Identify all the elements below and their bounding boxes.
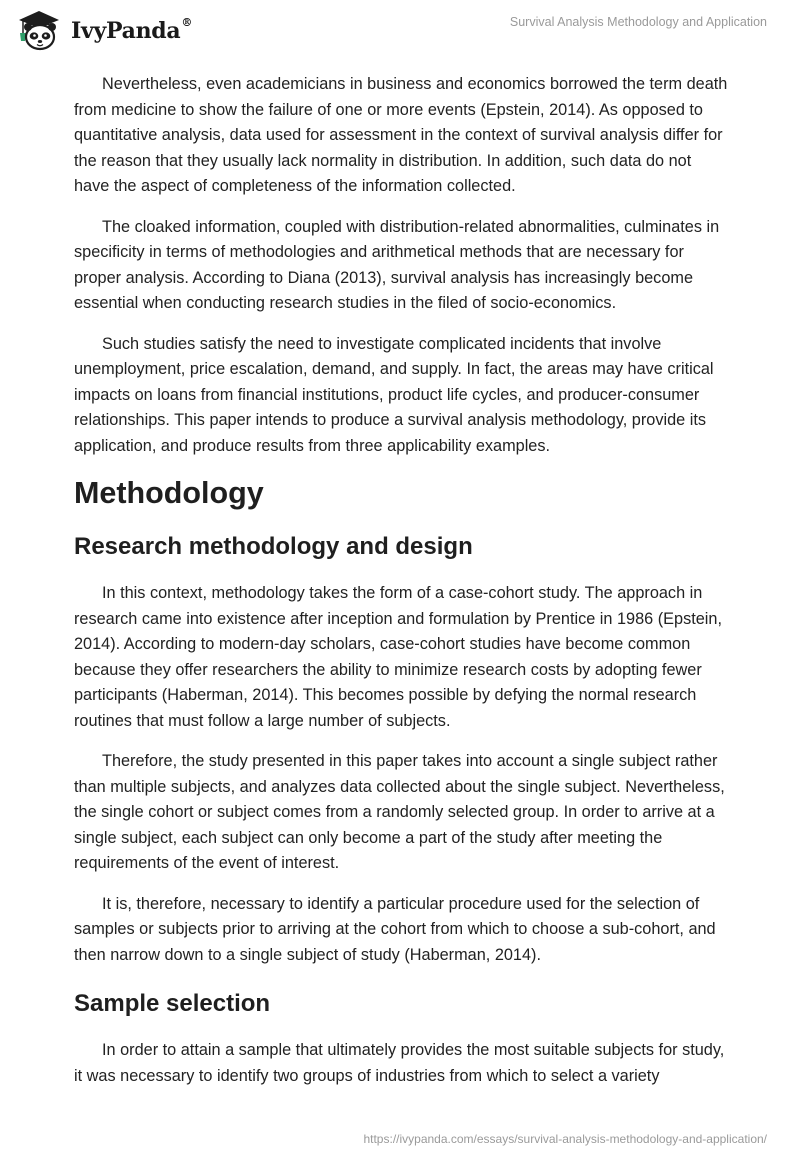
methodology-heading: Methodology [74, 476, 264, 510]
paragraph: The cloaked information, coupled with distribution-related abnormalities, culminates in specificity in terms of methodologies and arithmetical methods that are necessary for proper analysis. According to Diana (2013), survival analysis has increasingly become essential when conducting research studies in the filed of socio-economics. [74, 217, 720, 312]
document-title: Survival Analysis Methodology and Application [509, 15, 767, 29]
paragraph: Nevertheless, even academicians in business and economics borrowed the term death from medicine to show the failure of one or more events (Epstein, 2014). As opposed to quantitative analysis, data used for assessment in the context of survival analysis differ for the reason that they usually lack normality in distribution. In addition, such data do not have the aspect of completeness of the information collected. [74, 75, 728, 195]
paragraph: Therefore, the study presented in this paper takes into account a single subject rather than multiple subjects, and analyzes data collected about the single subject. Nevertheless, the single cohort or subject comes from a randomly selected group. In order to arrive at a single subject, each subject can only become a part of the study after meeting the requirements of the event of interest. [74, 752, 725, 872]
page-header [0, 0, 800, 64]
panda-graduate-icon [14, 8, 64, 52]
paragraph: In order to attain a sample that ultimately provides the most suitable subjects for study, it was necessary to identify two groups of industries from which to select a variety [74, 1041, 725, 1085]
paragraph: It is, therefore, necessary to identify a particular procedure used for the selection of samples or subjects prior to arriving at the cohort from which to choose a sub-cohort, and then narrow down to a single subject of study (Haberman, 2014). [74, 894, 716, 964]
logo-wordmark: IvyPanda® [71, 15, 193, 44]
sample-selection-heading: Sample selection [74, 990, 271, 1017]
essay-content [74, 72, 730, 1104]
research-methodology-heading: Research methodology and design [74, 533, 473, 560]
ivypanda-logo[interactable] [14, 8, 192, 52]
paragraph: Such studies satisfy the need to investigate complicated incidents that involve unemployment, price escalation, demand, and supply. In fact, the areas may have critical impacts on loans from financial institutions, product life cycles, and producer-consumer relationships. This paper intends to produce a survival analysis methodology, provide its application, and produce results from three applicability examples. [74, 334, 714, 455]
source-url[interactable]: https://ivypanda.com/essays/survival-analysis-methodology-and-application/ [363, 1132, 767, 1146]
paragraph: In this context, methodology takes the form of a case-cohort study. The approach in research came into existence after inception and formulation by Prentice in 1986 (Epstein, 2014). According to modern-day scholars, case-cohort studies have become common because they offer researchers the ability to minimize research costs by adopting fewer participants (Haberman, 2014). This becomes possible by defying the normal research routines that must follow a large number of subjects. [74, 584, 722, 730]
registered-mark: ® [181, 15, 193, 29]
